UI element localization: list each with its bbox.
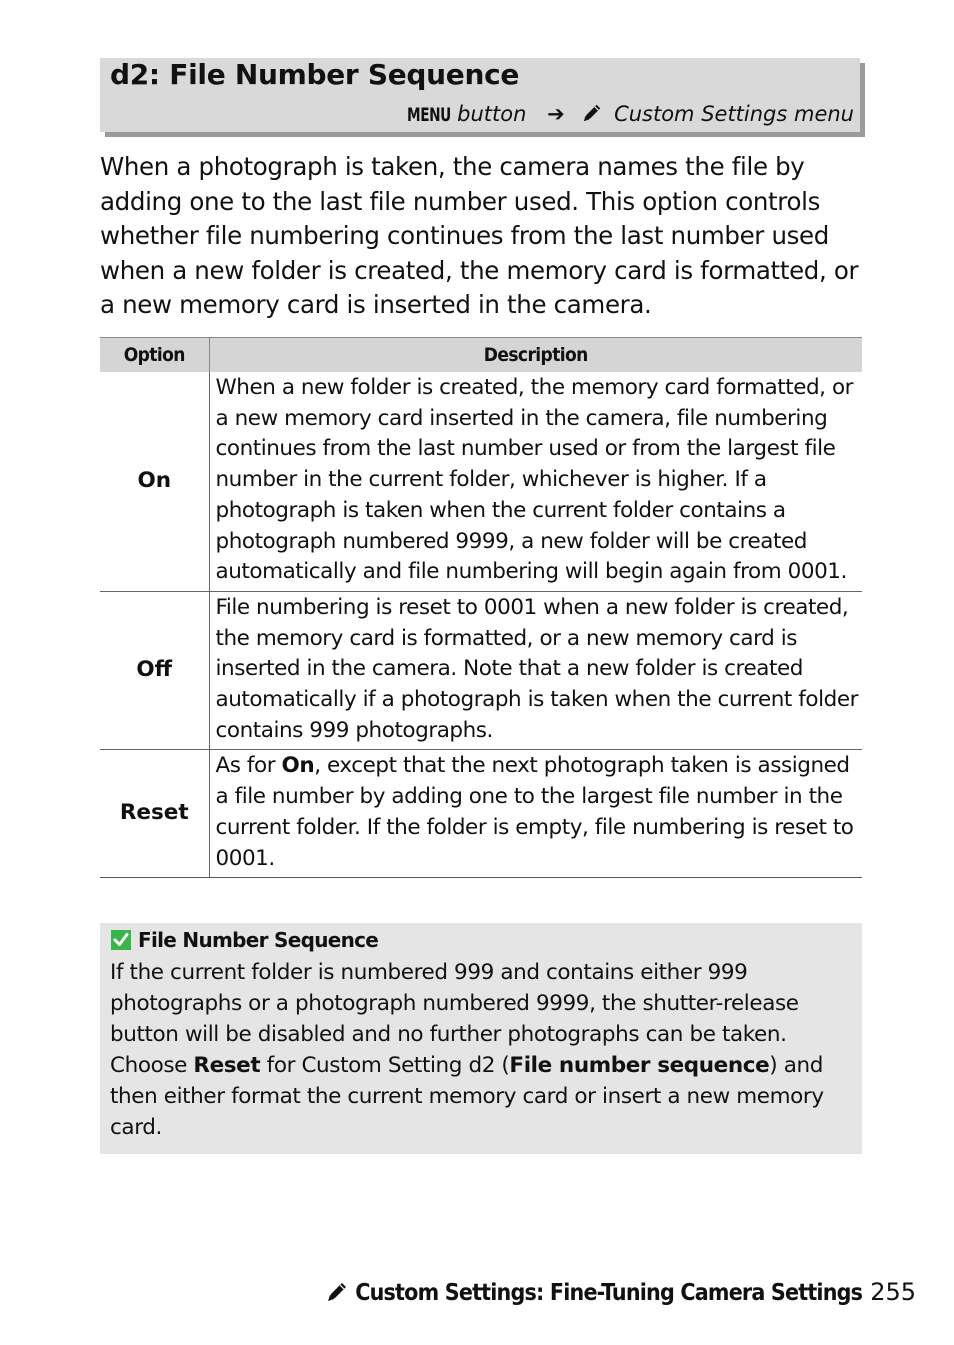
table-row: [100, 372, 862, 591]
option-name: Off: [100, 591, 209, 750]
table-row: [100, 591, 862, 750]
note-bold-term: File number sequence: [509, 1052, 770, 1078]
option-description: File numbering is reset to 0001 when a new folder is created, the memory card is formatted, or a new memory card is inserted in the camera. Note that a new folder is created automatically if a photograph is taken when the current folder contains 999 photographs.: [209, 591, 862, 750]
intro-paragraph: When a photograph is taken, the camera names the file by adding one to the last file number used. This option controls whether file numbering continues from the last number used when a new folder is created, the memory card is formatted, or a new memory card is inserted in the camera.: [100, 152, 859, 320]
note-body: [110, 958, 855, 1143]
option-name: On: [100, 372, 209, 591]
options-table: [100, 337, 862, 878]
custom-settings-menu-label: Custom Settings menu: [614, 102, 854, 126]
note-title: File Number Sequence: [138, 928, 379, 952]
note-box: [100, 923, 862, 1154]
description-text: , except that the next photograph taken is assigned a file number by adding one to the largest file number in the current folder. If the folder is empty, file numbering is reset to 0001.: [215, 753, 854, 871]
menu-button-label: MENU: [406, 104, 451, 126]
note-heading: [110, 928, 378, 952]
note-text: ) and then either format the current memory card or insert a new memory card.: [110, 1052, 824, 1140]
column-header-description: Description: [209, 338, 862, 373]
menu-path: [396, 102, 854, 126]
option-name: Reset: [100, 750, 209, 878]
option-description: When a new folder is created, the memory card formatted, or a new memory card inserted in the camera, file numbering continues from the last number used or from the largest file number in the current folder, whichever is higher. If a photograph is taken when the current folder contains a photograph numbered 9999, a new folder will be created automatically and file numbering will begin again from 0001.: [209, 372, 862, 591]
section-header: [100, 58, 860, 132]
arrow-icon: ➔: [547, 102, 565, 126]
section-title: d2: File Number Sequence: [110, 58, 520, 91]
pencil-icon: [325, 1280, 349, 1304]
table-header-row: [100, 338, 862, 373]
checkmark-icon: [110, 929, 132, 951]
pencil-icon: [581, 102, 603, 124]
option-description: [209, 750, 862, 878]
note-bold-term: Reset: [193, 1052, 261, 1078]
page-footer: [325, 1278, 916, 1306]
table-row: [100, 750, 862, 878]
footer-section-title: Custom Settings: Fine-Tuning Camera Settings: [355, 1280, 863, 1306]
column-header-option: Option: [100, 338, 209, 373]
note-text: for Custom Setting d2 (: [260, 1052, 510, 1078]
description-bold-term: On: [281, 753, 315, 779]
button-word: button: [457, 102, 527, 126]
note-text: If the current folder is numbered 999 and contains either 999 photographs or a photograph numbered 9999, the shutter-release button will be disabled and no further photographs can be taken. Choose: [110, 960, 799, 1078]
page-number: 255: [870, 1278, 916, 1306]
description-text: As for: [215, 753, 282, 779]
